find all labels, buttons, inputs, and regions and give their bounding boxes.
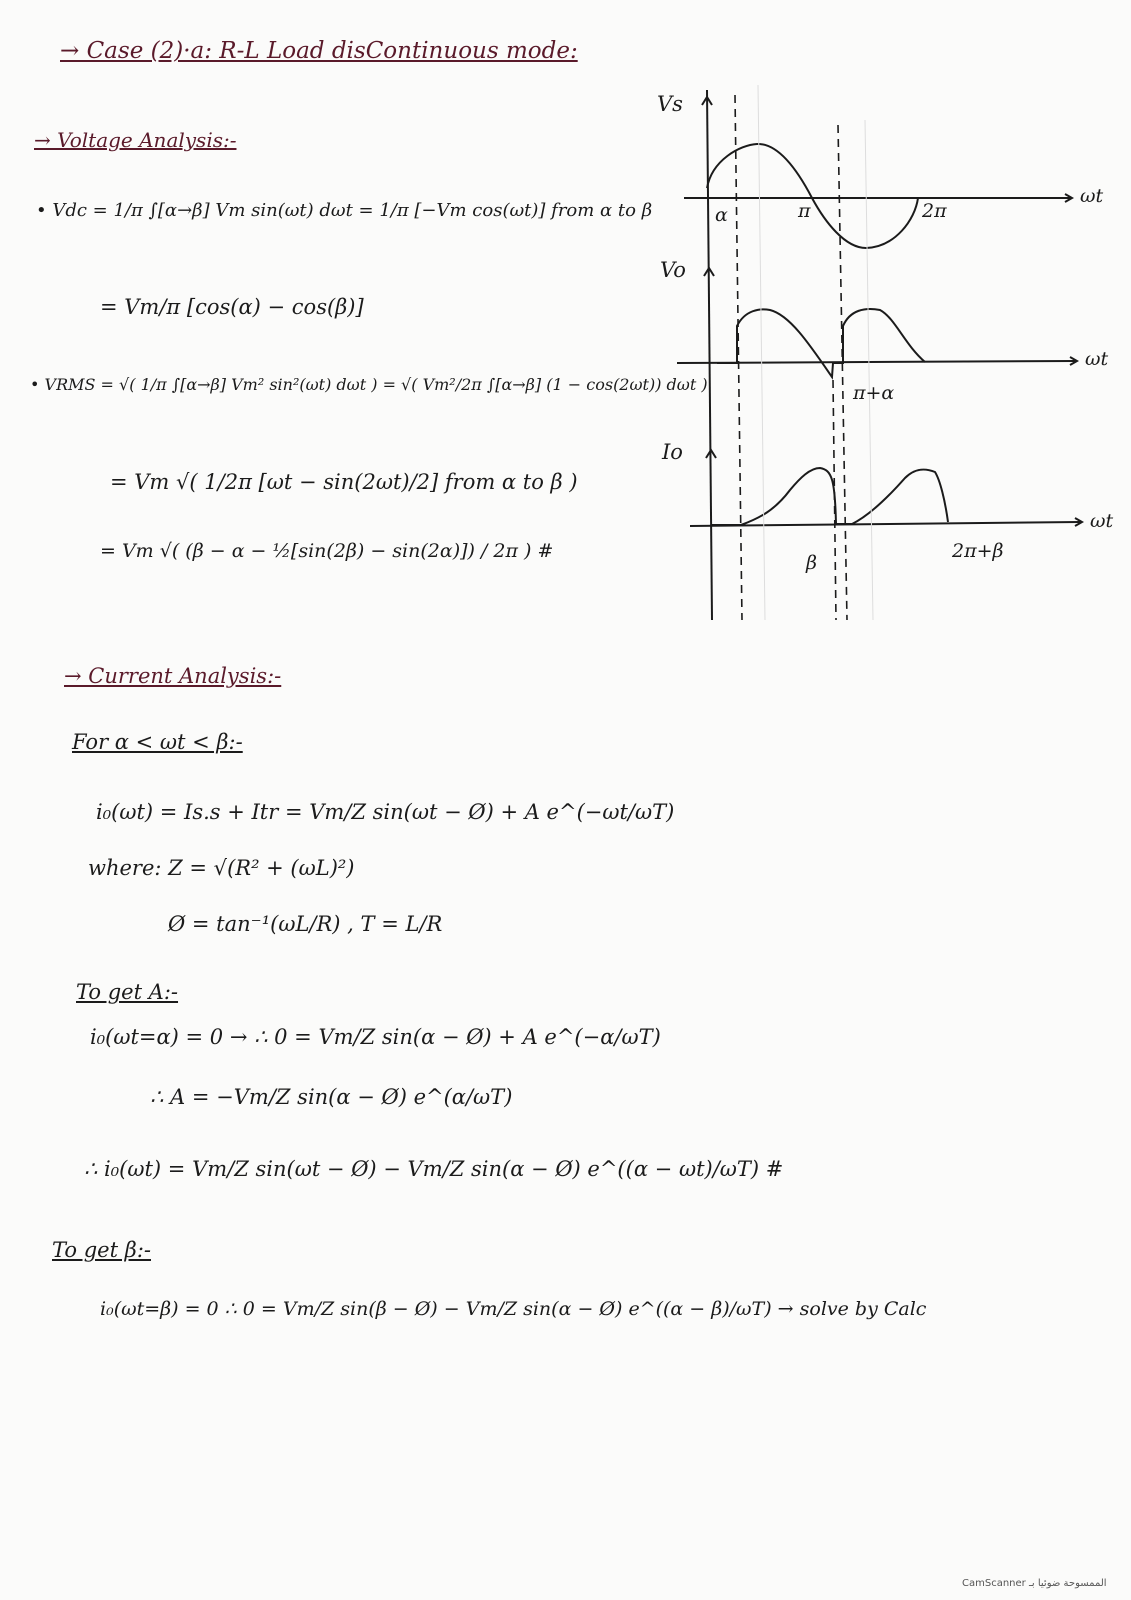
- vs-label: Vs: [657, 92, 683, 116]
- vo-label: Vo: [660, 258, 686, 282]
- io-result: ∴ i₀(ωt) = Vm/Z sin(ωt − Ø) − Vm/Z sin(α − Ø) e^((α − ωt)/ωT) #: [84, 1157, 784, 1181]
- vo-waveform: [717, 309, 925, 377]
- vrms-result: = Vm √( (β − α − ½[sin(2β) − sin(2α)]) / 2π ) #: [100, 540, 554, 562]
- two-pi-label: 2π: [922, 200, 947, 222]
- a-condition: i₀(ωt=α) = 0 → ∴ 0 = Vm/Z sin(α − Ø) + A e^(−α/ωT): [90, 1025, 661, 1049]
- beta-condition: i₀(ωt=β) = 0 ∴ 0 = Vm/Z sin(β − Ø) − Vm/Z sin(α − Ø) e^((α − β)/ωT) → solve by Calc: [100, 1298, 927, 1320]
- z-equation: where: Z = √(R² + (ωL)²): [88, 856, 355, 880]
- pi-plus-alpha-label: π+α: [853, 382, 895, 404]
- alpha-label: α: [715, 204, 728, 226]
- vdc-result: = Vm/π [cos(α) − cos(β)]: [100, 295, 364, 319]
- io-waveform: [712, 468, 948, 525]
- vrms-step: = Vm √( 1/2π [ωt − sin(2ωt)/2] from α to β ): [110, 470, 578, 494]
- voltage-heading: → Voltage Analysis:-: [34, 128, 237, 152]
- vs-waveform: [707, 144, 918, 248]
- beta-label: β: [806, 552, 817, 574]
- vdc-equation: • Vdc = 1/π ∫[α→β] Vm sin(ωt) dωt = 1/π [−Vm cos(ωt)] from α to β: [36, 200, 653, 221]
- wt-label-vo: ωt: [1085, 348, 1109, 370]
- a-equation: ∴ A = −Vm/Z sin(α − Ø) e^(α/ωT): [150, 1085, 513, 1109]
- io-label: Io: [662, 440, 683, 464]
- get-a-heading: To get A:-: [76, 980, 179, 1004]
- current-heading: → Current Analysis:-: [64, 664, 282, 688]
- page-title: → Case (2)·a: R-L Load disContinuous mode:: [60, 38, 578, 64]
- wt-label-vs: ωt: [1080, 185, 1104, 207]
- scanner-watermark: CamScanner الممسوحة ضوئيا بـ: [962, 1578, 1107, 1589]
- vrms-equation: • VRMS = √( 1/π ∫[α→β] Vm² sin²(ωt) dωt ) = √( Vm²/2π ∫[α→β] (1 − cos(2ωt)) dωt ): [30, 375, 708, 394]
- vertical-axis: [707, 90, 712, 620]
- current-range: For α < ωt < β:-: [72, 730, 243, 754]
- pi-label: π: [798, 200, 811, 222]
- wt-label-io: ωt: [1090, 510, 1114, 532]
- phi-tau-equation: Ø = tan⁻¹(ωL/R) , T = L/R: [168, 912, 443, 936]
- io-equation: i₀(ωt) = Is.s + Itr = Vm/Z sin(ωt − Ø) + A e^(−ωt/ωT): [96, 800, 675, 824]
- two-pi-plus-beta-label: 2π+β: [952, 540, 1004, 562]
- get-beta-heading: To get β:-: [52, 1238, 151, 1262]
